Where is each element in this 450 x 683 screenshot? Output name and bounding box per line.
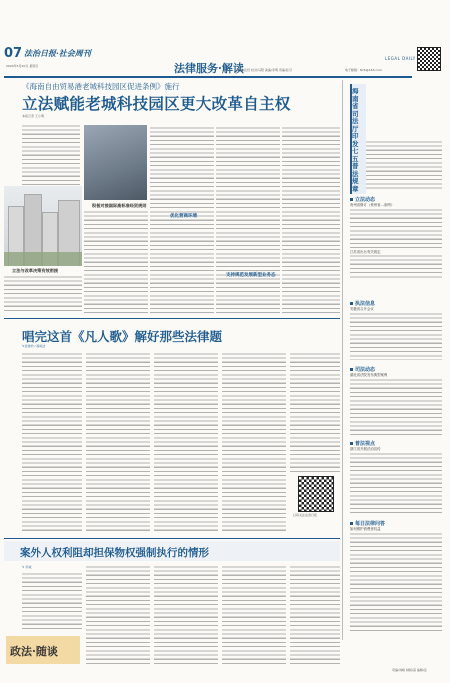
legal-daily-logo: LEGAL DAILY [385,56,416,61]
editors-line: 编辑/张哲 校对/马阳 美编/李明 责编/张可 [237,68,292,72]
sidebar-block-title: 执法信息 [350,300,442,307]
crowd-photo-caption: 积极对接国际高标准经贸规则 [92,203,147,208]
crowd-photo [84,125,147,200]
column-logo-text: 政法·随谈 [10,645,58,658]
sidebar-block-title: 司法动态 [350,366,442,373]
article1-subhead-mid: 优化营商环境 [170,214,197,219]
page-number: 07 [4,46,23,61]
sidebar-block-title: 每日法律问答 [350,520,442,527]
article1-title: 立法赋能老城科技园区更大改革自主权 [22,94,291,113]
article3-title: 案外人权利阻却担保物权强制执行的情形 [20,547,209,559]
header-qr-code [417,47,441,71]
building-photo-caption: 立法与改革决策有效衔接 [12,268,59,273]
sidebar-block-publicity [350,440,442,516]
sidebar-intro-text [366,140,442,190]
paper-name: 法治日报·社会周刊 [24,48,91,58]
sidebar-block-qa [350,520,442,632]
sidebar-block-title: 普法视点 [350,440,442,447]
article3-col3-text [154,565,218,665]
sidebar-block-enforcement [350,300,442,360]
sidebar-item: 贵州省修订《贵州省…条例》 [350,203,395,207]
section-title: 法律服务·解读 [174,62,244,75]
article-qr-caption: 扫码关注法治日报 [293,513,318,517]
sidebar-item: 如何维护消费者权益 [350,527,381,531]
article2-col2-text [86,352,150,534]
sidebar-headline: 海南省司法厅印发七五普法规章 [352,88,359,192]
article3-author: ✎ 李斌 [22,565,32,569]
sidebar-divider [342,80,343,640]
sidebar-block-title: 立法动态 [350,196,442,203]
article2-col5-text [290,352,340,472]
sidebar-item: 安徽省召开会议 [350,307,374,311]
article1-subhead-right: 支持规范发展新型业务态 [226,273,276,278]
sidebar-block-judicial [350,366,442,436]
sidebar-block-legislation [350,196,442,278]
article2-col4-text [222,352,286,534]
article2-title: 唱完这首《凡人歌》解好那些法律题 [22,329,223,344]
article1-col3-text [150,126,214,313]
article1-col2-text [84,210,148,313]
article3-col2-text [86,565,150,665]
article3-col1-text [22,572,82,630]
article3-top-rule [4,538,340,539]
article2-col1-text [22,352,82,534]
article1-col1-text [4,275,82,313]
email-line: 电子邮箱：fzrb@163.com [345,68,382,72]
article2-col3-text [154,352,218,534]
article1-byline: 本报记者 王小明 [22,114,44,118]
issue-date: 2024年5月20日 星期日 [6,64,39,68]
article2-author: ✎金逸钧 / 杨雨洁 [22,344,46,348]
sidebar-item: 浙江省开展法治宣传 [350,447,381,451]
building-photo [4,186,82,266]
article3-col5-text [290,565,340,665]
article1-subtitle: 《海南自由贸易港老城科技园区促进条例》施行 [22,82,180,91]
article1-col4-text [216,126,280,313]
article-qr-code [298,476,334,512]
sidebar-footer: 责编/刘峰 制版/高 编辑/张 [392,668,427,672]
sidebar-item: 湖北省法院发布典型案例 [350,373,388,377]
header-rule [4,76,412,78]
sidebar-item: 江苏省出台有关规定 [350,249,381,254]
article3-col4-text [222,565,286,665]
article2-top-rule [4,318,340,319]
article1-lead-text [22,124,80,186]
article1-col5-text [282,126,340,313]
